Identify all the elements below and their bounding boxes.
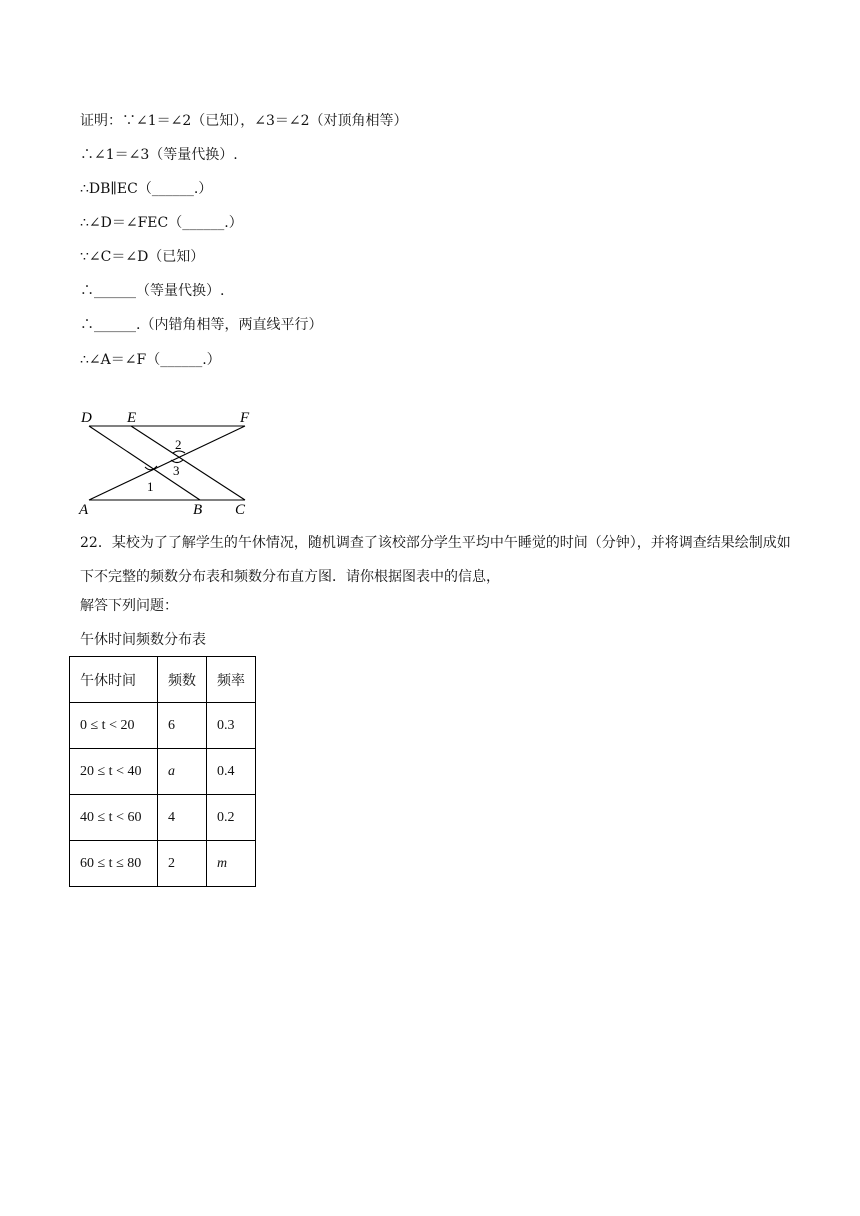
proof-line-1: 证明：∵∠1＝∠2（已知），∠3＝∠2（对顶角相等） [80, 113, 408, 129]
table-cell: 2 [158, 841, 207, 887]
line-af [89, 426, 245, 500]
proof-line-5: ∵∠C＝∠D（已知） [80, 249, 205, 265]
table-cell: m [207, 841, 256, 887]
header-cell: 频数 [158, 657, 207, 703]
line-db [89, 426, 200, 500]
label-b: B [193, 502, 203, 515]
table-row [70, 795, 256, 841]
table-cell: 0.3 [207, 703, 256, 749]
table-row [70, 703, 256, 749]
table-cell: 60 ≤ t ≤ 80 [70, 841, 158, 887]
label-a: A [79, 502, 89, 515]
frequency-table [69, 656, 256, 887]
table-cell: 4 [158, 795, 207, 841]
proof-line-3: ∴DB∥EC（______.） [80, 181, 213, 197]
proof-line-2: ∴∠1＝∠3（等量代换）. [80, 147, 238, 163]
header-cell: 午休时间 [70, 657, 158, 703]
table-header-row [70, 657, 256, 703]
proof-line-6: ∴______（等量代换）. [80, 283, 225, 299]
label-f: F [240, 410, 250, 426]
table-cell: 0.2 [207, 795, 256, 841]
table-title: 午休时间频数分布表 [80, 632, 206, 648]
label-e: E [127, 410, 137, 426]
table-cell: 20 ≤ t < 40 [70, 749, 158, 795]
table-cell: 0.4 [207, 749, 256, 795]
table-cell: 40 ≤ t < 60 [70, 795, 158, 841]
table-cell: 0 ≤ t < 20 [70, 703, 158, 749]
geometry-figure [75, 405, 275, 515]
label-d: D [81, 410, 92, 426]
label-3: 3 [173, 463, 180, 478]
question-22-line2: 解答下列问题： [80, 598, 178, 614]
header-cell: 频率 [207, 657, 256, 703]
table-row [70, 749, 256, 795]
proof-line-8: ∴∠A＝∠F（______.） [80, 352, 221, 368]
label-c: C [235, 502, 246, 515]
label-2: 2 [175, 437, 182, 452]
table-cell: a [158, 749, 207, 795]
table-row [70, 841, 256, 887]
proof-line-7: ∴______.（内错角相等，两直线平行） [80, 317, 323, 333]
question-22-text: 22．某校为了了解学生的午休情况，随机调查了该校部分学生平均中午睡觉的时间（分钟），并将调查结果绘制成如下不完整的频数分布表和频数分布直方图．请你根据图表中的信息， [80, 535, 791, 585]
table-cell: 6 [158, 703, 207, 749]
proof-line-4: ∴∠D＝∠FEC（______.） [80, 215, 243, 231]
label-1: 1 [147, 479, 154, 494]
